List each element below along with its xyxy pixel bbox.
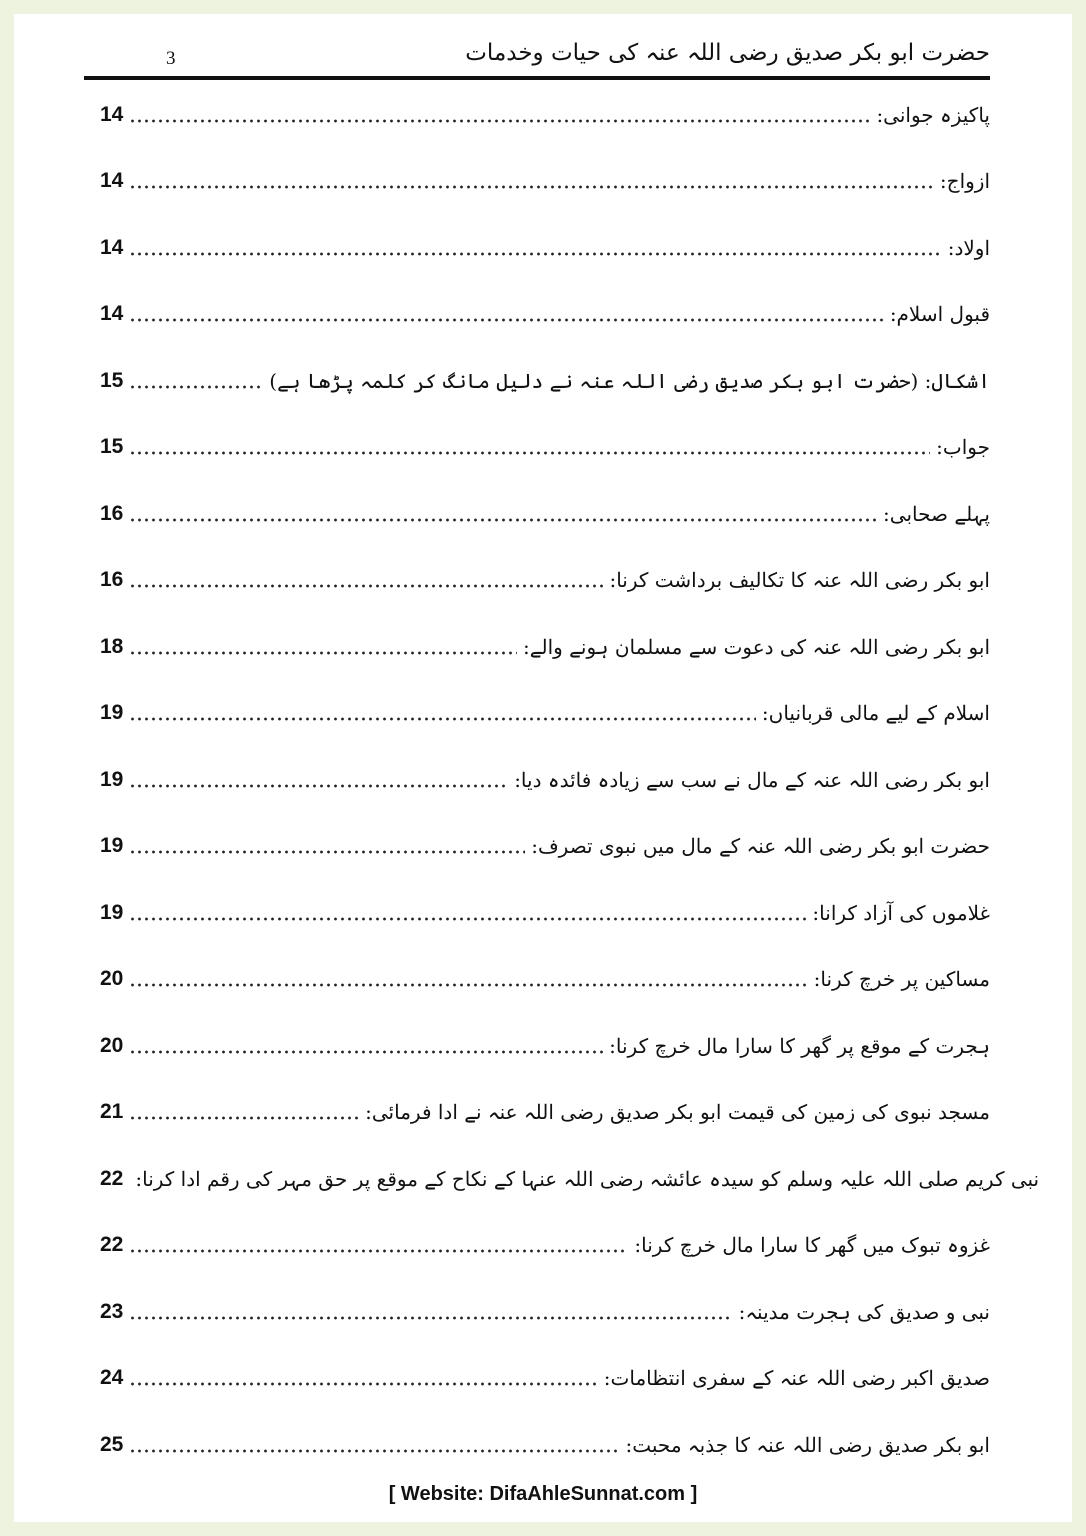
toc-page-number: 14 [100, 236, 124, 259]
toc-entry-title: نبی و صدیق کی ہجرت مدینہ: [738, 1300, 990, 1324]
toc-page-number: 20 [100, 1034, 124, 1057]
toc-entry-title: قبول اسلام: [889, 302, 990, 326]
dot-leader [129, 517, 877, 523]
toc-page-number: 15 [100, 435, 124, 458]
book-title: حضرت ابو بکر صدیق رضی اللہ عنہ کی حیات وخدمات [465, 40, 990, 66]
toc-page-number: 14 [100, 169, 124, 192]
dot-leader [129, 1448, 619, 1454]
toc-page-number: 22 [100, 1167, 124, 1190]
toc-entry[interactable] [100, 285, 990, 343]
page-number: 3 [166, 48, 176, 69]
toc-entry[interactable] [100, 219, 990, 277]
toc-entry[interactable] [100, 1150, 1040, 1208]
toc-page-number: 19 [100, 701, 124, 724]
toc-page-number: 15 [100, 369, 124, 392]
toc-page-number: 18 [100, 635, 124, 658]
dot-leader [129, 1381, 597, 1387]
toc-entry[interactable] [100, 418, 990, 476]
toc-entry[interactable] [100, 1283, 990, 1341]
toc-page-number: 16 [100, 502, 124, 525]
toc-page-number: 14 [100, 103, 124, 126]
toc-entry[interactable] [100, 352, 990, 410]
toc-entry[interactable] [100, 1349, 990, 1407]
toc-entry-title: اولاد: [947, 236, 990, 260]
dot-leader [129, 1248, 628, 1254]
toc-entry-title: مساکین پر خرچ کرنا: [813, 967, 990, 991]
dot-leader [129, 1115, 359, 1121]
toc-entry[interactable] [100, 1017, 990, 1075]
toc-entry-title: صدیق اکبر رضی اللہ عنہ کے سفری انتظامات: [603, 1366, 990, 1390]
toc-entry-title: ابو بکر رضی اللہ عنہ کا تکالیف برداشت کرنا: [609, 568, 990, 592]
toc-entry-title: حضرت ابو بکر رضی اللہ عنہ کے مال میں نبوی تصرف: [531, 834, 990, 858]
header-divider [84, 76, 990, 80]
toc-entry-title: ازواج: [939, 169, 990, 193]
toc-page-number: 23 [100, 1300, 124, 1323]
toc-entry[interactable] [100, 86, 990, 144]
dot-leader [129, 1315, 732, 1321]
toc-entry[interactable] [100, 618, 990, 676]
toc-entry-title: نبی کریم صلی اللہ علیہ وسلم کو سیدہ عائشہ رضی اللہ عنہا کے نکاح کے موقع پر حق مہر کی رقم ادا کرنا: [135, 1167, 1040, 1191]
dot-leader [129, 982, 807, 988]
toc-entry-title: ہجرت کے موقع پر گھر کا سارا مال خرچ کرنا: [609, 1034, 990, 1058]
toc-page-number: 19 [100, 834, 124, 857]
toc-entry-title: پاکیزہ جوانی: [876, 103, 990, 127]
toc-entry[interactable] [100, 1083, 990, 1141]
toc-entry[interactable] [100, 152, 990, 210]
toc-page-number: 19 [100, 768, 124, 791]
toc-page-number: 24 [100, 1366, 124, 1389]
toc-entry[interactable] [100, 950, 990, 1008]
toc-entry-title: مسجد نبوی کی زمین کی قیمت ابو بکر صدیق رضی اللہ عنہ نے ادا فرمائی: [365, 1100, 990, 1124]
toc-page-number: 16 [100, 568, 124, 591]
toc-entry[interactable] [100, 817, 990, 875]
toc-page-number: 25 [100, 1433, 124, 1456]
toc-entry-title: اسلام کے لیے مالی قربانیاں: [761, 701, 990, 725]
toc-page-number: 21 [100, 1100, 124, 1123]
toc-entry[interactable] [100, 1416, 990, 1474]
website-footer: [ Website: DifaAhleSunnat.com ] [388, 1483, 698, 1505]
toc-entry-title: جواب: [936, 435, 990, 459]
dot-leader [129, 384, 263, 390]
toc-entry[interactable] [100, 1216, 990, 1274]
toc-entry[interactable] [100, 684, 990, 742]
toc-page-number: 22 [100, 1233, 124, 1256]
dot-leader [129, 450, 930, 456]
toc-entry-title: ابو بکر رضی اللہ عنہ کی دعوت سے مسلمان ہونے والے: [523, 635, 990, 659]
dot-leader [129, 317, 883, 323]
toc-entry-title: پہلے صحابی: [883, 502, 990, 526]
dot-leader [129, 583, 603, 589]
dot-leader [129, 650, 517, 656]
toc-entry[interactable] [100, 884, 990, 942]
toc-page-number: 20 [100, 967, 124, 990]
toc-entry[interactable] [100, 751, 990, 809]
toc-entry-title: ابو بکر رضی اللہ عنہ کے مال نے سب سے زیادہ فائدہ دیا: [514, 768, 990, 792]
toc-entry-title: غزوہ تبوک میں گھر کا سارا مال خرچ کرنا: [634, 1233, 990, 1257]
toc-page-number: 19 [100, 901, 124, 924]
toc-page-number: 14 [100, 302, 124, 325]
page-header [84, 40, 990, 74]
dot-leader [129, 251, 941, 257]
toc-entry-title: ابو بکر صدیق رضی اللہ عنہ کا جذبہ محبت: [625, 1433, 990, 1457]
dot-leader [129, 716, 756, 722]
toc-entry-title: غلاموں کی آزاد کرانا: [812, 901, 990, 925]
dot-leader [129, 783, 508, 789]
dot-leader [129, 916, 806, 922]
toc-entry[interactable] [100, 485, 990, 543]
dot-leader [129, 849, 525, 855]
toc-entry[interactable] [100, 551, 990, 609]
dot-leader [129, 1049, 603, 1055]
dot-leader [129, 118, 870, 124]
dot-leader [129, 184, 934, 190]
toc-entry-title: اشکال: (حضرت ابو بکر صدیق رضی اللہ عنہ نے دلیل مانگ کر کلمہ پڑھا ہے) [269, 369, 990, 393]
